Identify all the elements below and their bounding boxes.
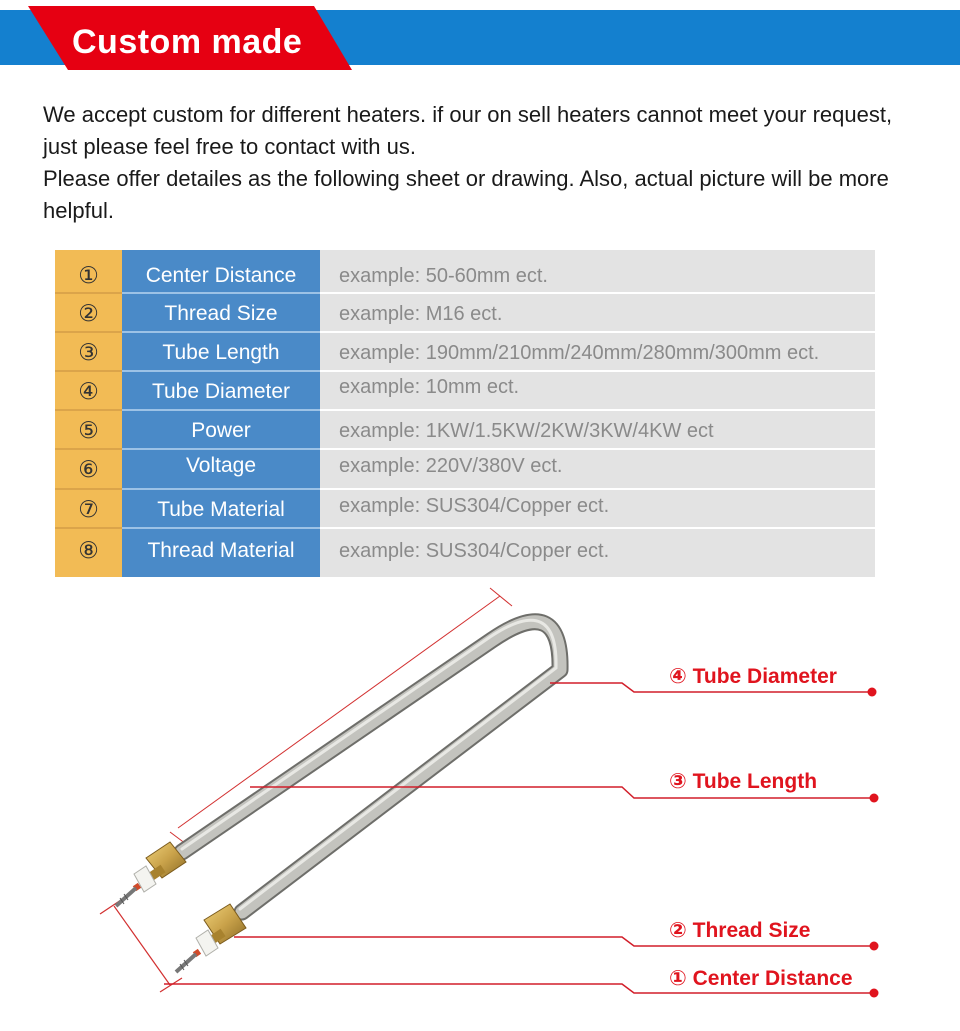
row-number: ③ <box>78 340 99 366</box>
table-row <box>55 529 875 569</box>
row-value: example: 220V/380V ect. <box>339 455 563 477</box>
table-row <box>55 370 875 410</box>
heater-tube <box>182 622 560 912</box>
row-number: ⑤ <box>78 418 99 444</box>
callout-tube-length: ③ Tube Length <box>669 770 818 793</box>
row-label: Voltage <box>185 454 257 477</box>
table-row <box>55 448 875 488</box>
tube-diameter-dot <box>868 688 877 697</box>
tube-length-dot <box>870 794 879 803</box>
row-label: Tube Length <box>162 341 280 364</box>
row-value: example: 190mm/210mm/240mm/280mm/300mm ect. <box>339 342 820 364</box>
row-label: Power <box>191 419 251 442</box>
row-number: ⑧ <box>78 538 99 564</box>
intro-line-1: We accept custom for different heaters. if our on sell heaters cannot meet your request, just please feel free to contact with us. <box>43 102 893 159</box>
row-value: example: SUS304/Copper ect. <box>339 495 610 517</box>
row-value: example: 50-60mm ect. <box>339 265 548 287</box>
spec-table <box>55 250 875 577</box>
header-banner <box>0 0 960 72</box>
heater-illustration <box>0 585 960 1026</box>
table-row <box>55 409 875 449</box>
row-label: Thread Material <box>147 539 295 562</box>
table-row <box>55 254 875 294</box>
callout-thread-size: ② Thread Size <box>669 919 811 942</box>
left-terminal <box>116 842 186 906</box>
row-number: ① <box>78 263 99 289</box>
row-value: example: M16 ect. <box>339 303 503 325</box>
table-row <box>55 292 875 332</box>
center-distance-dot <box>870 989 879 998</box>
tube-length-dimension-line <box>178 596 500 828</box>
heater-diagram <box>0 585 960 1026</box>
intro-text <box>43 99 923 227</box>
row-label: Tube Diameter <box>151 380 291 403</box>
right-terminal <box>176 904 246 972</box>
callout-center-distance: ① Center Distance <box>669 967 853 990</box>
center-distance-dimension-line <box>114 906 170 985</box>
row-value: example: SUS304/Copper ect. <box>339 540 610 562</box>
row-number: ⑥ <box>78 457 99 483</box>
row-label: Tube Material <box>157 498 285 521</box>
row-label: Center Distance <box>145 264 297 287</box>
row-number: ⑦ <box>78 497 99 523</box>
row-value: example: 1KW/1.5KW/2KW/3KW/4KW ect <box>339 420 714 442</box>
row-number: ④ <box>78 379 99 405</box>
callout-tube-diameter: ④ Tube Diameter <box>669 665 837 688</box>
row-value: example: 10mm ect. <box>339 376 520 398</box>
intro-line-2: Please offer detailes as the following sheet or drawing. Also, actual picture will be more helpful. <box>43 166 889 223</box>
thread-size-dot <box>870 942 879 951</box>
table-row <box>55 488 875 528</box>
row-label: Thread Size <box>164 302 278 325</box>
row-number: ② <box>78 301 99 327</box>
page-title: Custom made <box>72 23 303 61</box>
